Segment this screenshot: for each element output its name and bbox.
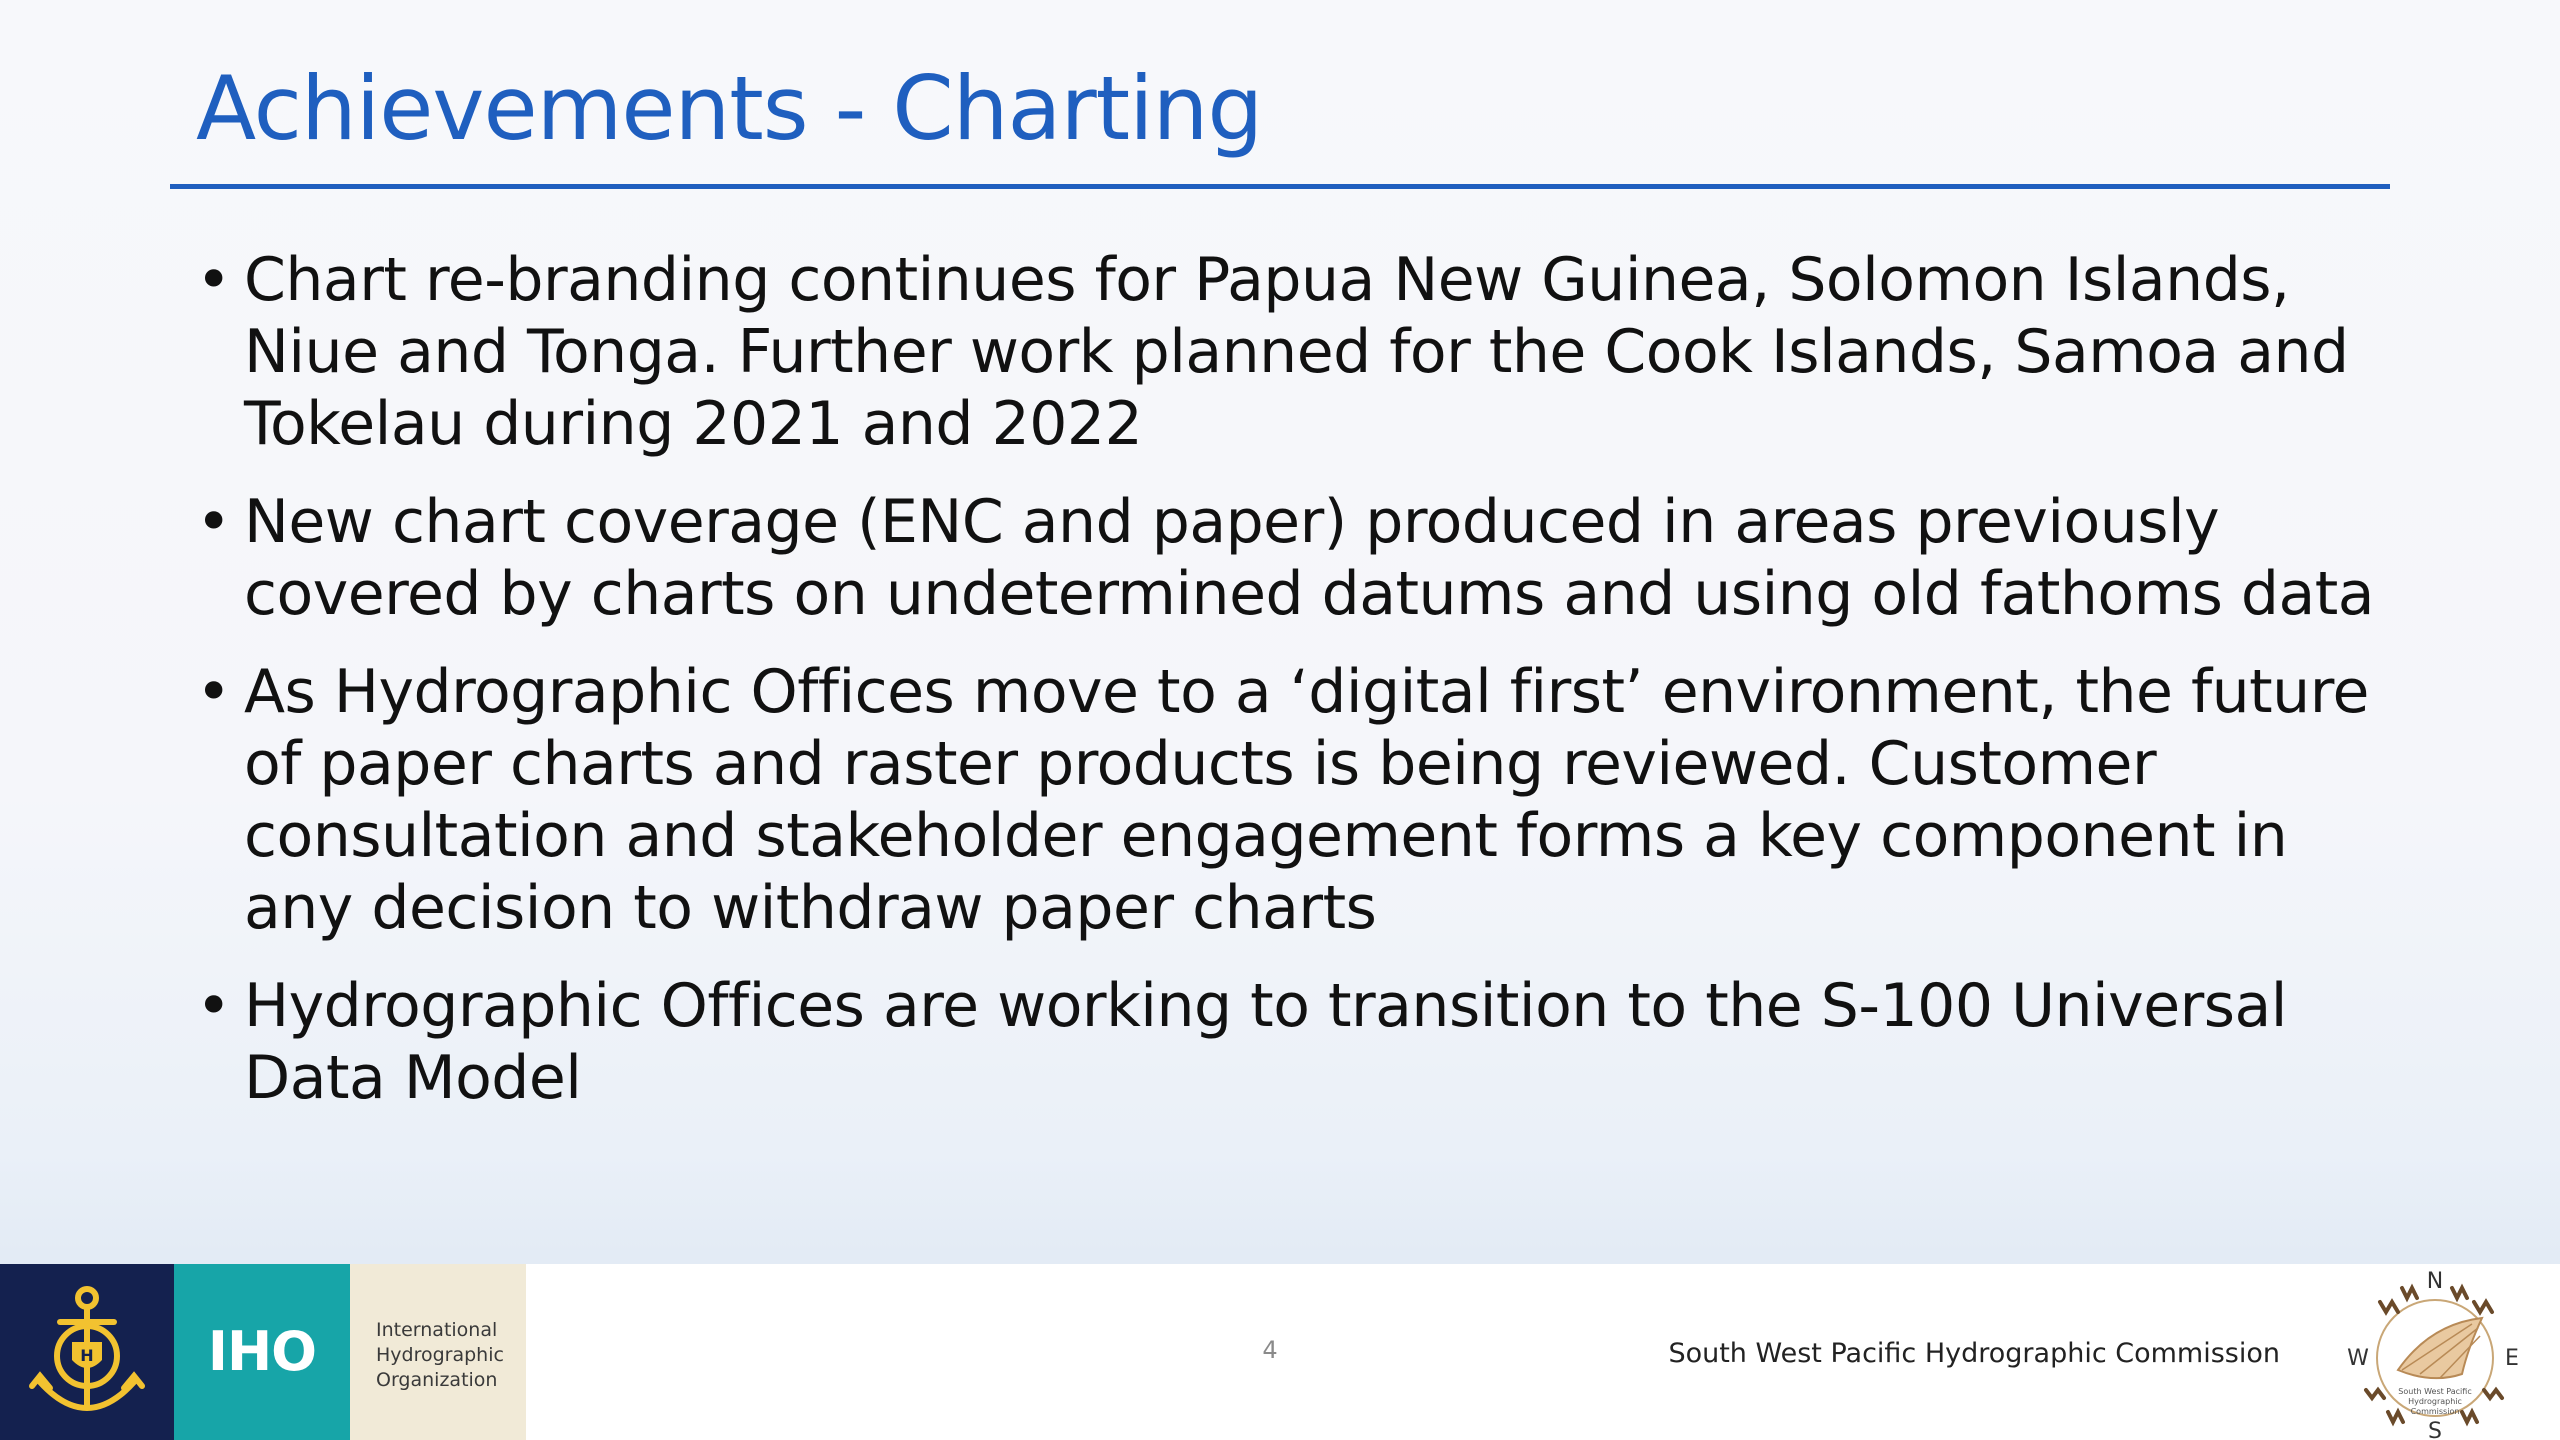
iho-name-block	[350, 1264, 526, 1440]
title-underline	[170, 184, 2390, 189]
iho-name-line: International	[376, 1319, 498, 1341]
compass-east: E	[2505, 1346, 2519, 1371]
iho-organization-name	[376, 1318, 524, 1393]
commission-name: South West Pacific Hydrographic Commission	[1668, 1338, 2280, 1369]
bullet-marker: •	[196, 971, 231, 1041]
bullet-item	[196, 970, 2396, 1114]
svg-text:H: H	[80, 1346, 94, 1365]
bullet-marker: •	[196, 245, 231, 315]
bullet-text: As Hydrographic Offices move to a ‘digital first’ environment, the future of paper charts and raster products is being reviewed. Customer consultation and stakeholder engagement forms a key component in any decision to withdraw paper charts	[244, 657, 2369, 943]
iho-anchor-logo	[0, 1264, 174, 1440]
bullet-list	[196, 244, 2396, 1140]
iho-acronym-logo	[174, 1264, 350, 1440]
compass-inner-text: South West Pacific	[2398, 1387, 2472, 1396]
slide-footer	[0, 1264, 2560, 1440]
iho-acronym: IHO	[207, 1320, 317, 1383]
compass-west: W	[2347, 1346, 2369, 1371]
bullet-item	[196, 486, 2396, 630]
bullet-marker: •	[196, 657, 231, 727]
compass-inner-text: Hydrographic	[2408, 1397, 2462, 1406]
page-number: 4	[1262, 1336, 1278, 1364]
slide-title: Achievements - Charting	[196, 57, 1263, 160]
bullet-text: New chart coverage (ENC and paper) produced in areas previously covered by charts on undetermined datums and using old fathoms data	[244, 487, 2375, 629]
swphc-compass-logo	[2340, 1266, 2530, 1440]
compass-south: S	[2428, 1419, 2442, 1440]
compass-north: N	[2426, 1269, 2444, 1294]
iho-name-line: Organization	[376, 1369, 498, 1391]
bullet-text: Chart re-branding continues for Papua New Guinea, Solomon Islands, Niue and Tonga. Further work planned for the Cook Islands, Samoa and Tokelau during 2021 and 2022	[244, 245, 2349, 459]
anchor-icon	[0, 1264, 174, 1440]
bullet-item	[196, 244, 2396, 460]
bullet-marker: •	[196, 487, 231, 557]
iho-name-line: Hydrographic	[376, 1344, 504, 1366]
compass-inner-text: Commission	[2410, 1407, 2460, 1416]
bullet-item	[196, 656, 2396, 944]
bullet-text: Hydrographic Offices are working to transition to the S-100 Universal Data Model	[244, 971, 2287, 1113]
